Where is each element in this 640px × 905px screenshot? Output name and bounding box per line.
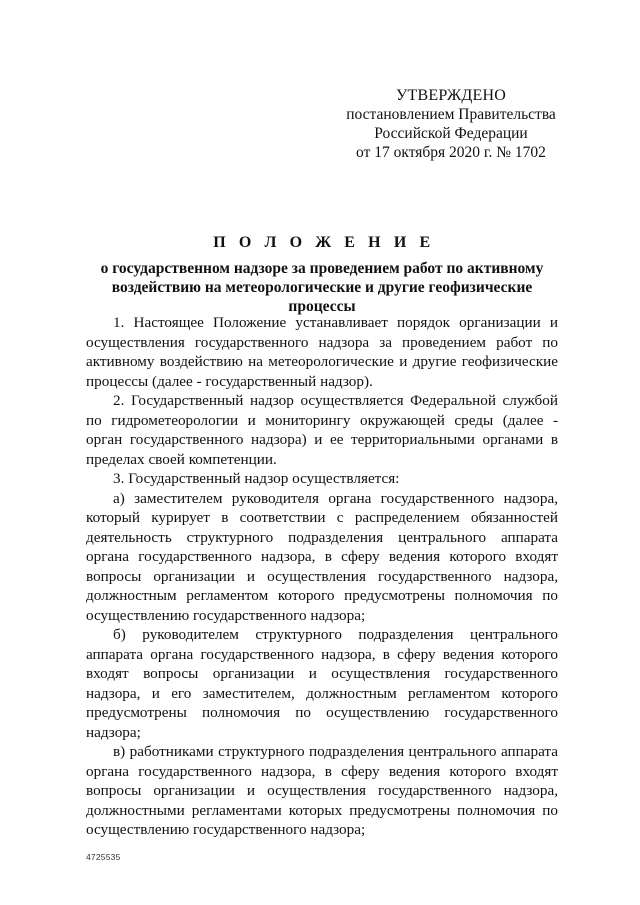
paragraph-3c: в) работниками структурного подразделения центрального аппарата органа государственного надзора, в сферу ведения которого входят вопросы организации и осуществления государственного надзора, должностными регламентами которых предусмотрены полномочия по осуществлению государственного надзора; (86, 743, 558, 838)
paragraph-2: 2. Государственный надзор осуществляется Федеральной службой по гидрометеорологии и мониторингу окружающей среды (далее - орган государственного надзора) и ее территориальными органами в пределах своей компетенции. (86, 392, 558, 468)
paragraph-1: 1. Настоящее Положение устанавливает порядок организации и осуществления государственного надзора за проведением работ по активному воздействию на метеорологические и другие геофизические процессы (далее - государственный надзор). (86, 314, 558, 390)
paragraph-3: 3. Государственный надзор осуществляется: (113, 470, 400, 487)
document-heading (86, 233, 558, 316)
paragraph-3b: б) руководителем структурного подразделения центрального аппарата органа государственного надзора, в сферу ведения которого входят вопросы организации и осуществления государственного надзора, и его заместителем, должностным регламентом которого предусмотрены полномочия по осуществлению государственного надзора; (86, 626, 558, 741)
approval-title: УТВЕРЖДЕНО (395, 87, 506, 104)
document-subtitle: о государственном надзоре за проведением работ по активному воздействию на метеорологические и другие геофизические процессы (100, 260, 544, 315)
footer-document-code: 4725535 (86, 852, 121, 862)
approval-stamp (340, 86, 562, 162)
approval-line-1: постановлением Правительства (346, 106, 556, 123)
document-body (86, 313, 558, 840)
approval-line-2: Российской Федерации (374, 125, 528, 142)
document-title: П О Л О Ж Е Н И Е (213, 234, 435, 251)
paragraph-3a: а) заместителем руководителя органа государственного надзора, который курирует в соответствии с распределением обязанностей деятельность структурного подразделения центрального аппарата органа государственного надзора, в сферу ведения которого входят вопросы организации и осуществления государственного надзора, должностным регламентом которого предусмотрены полномочия по осуществлению государственного надзора; (86, 489, 558, 624)
approval-date-line: от 17 октября 2020 г. № 1702 (356, 144, 546, 161)
